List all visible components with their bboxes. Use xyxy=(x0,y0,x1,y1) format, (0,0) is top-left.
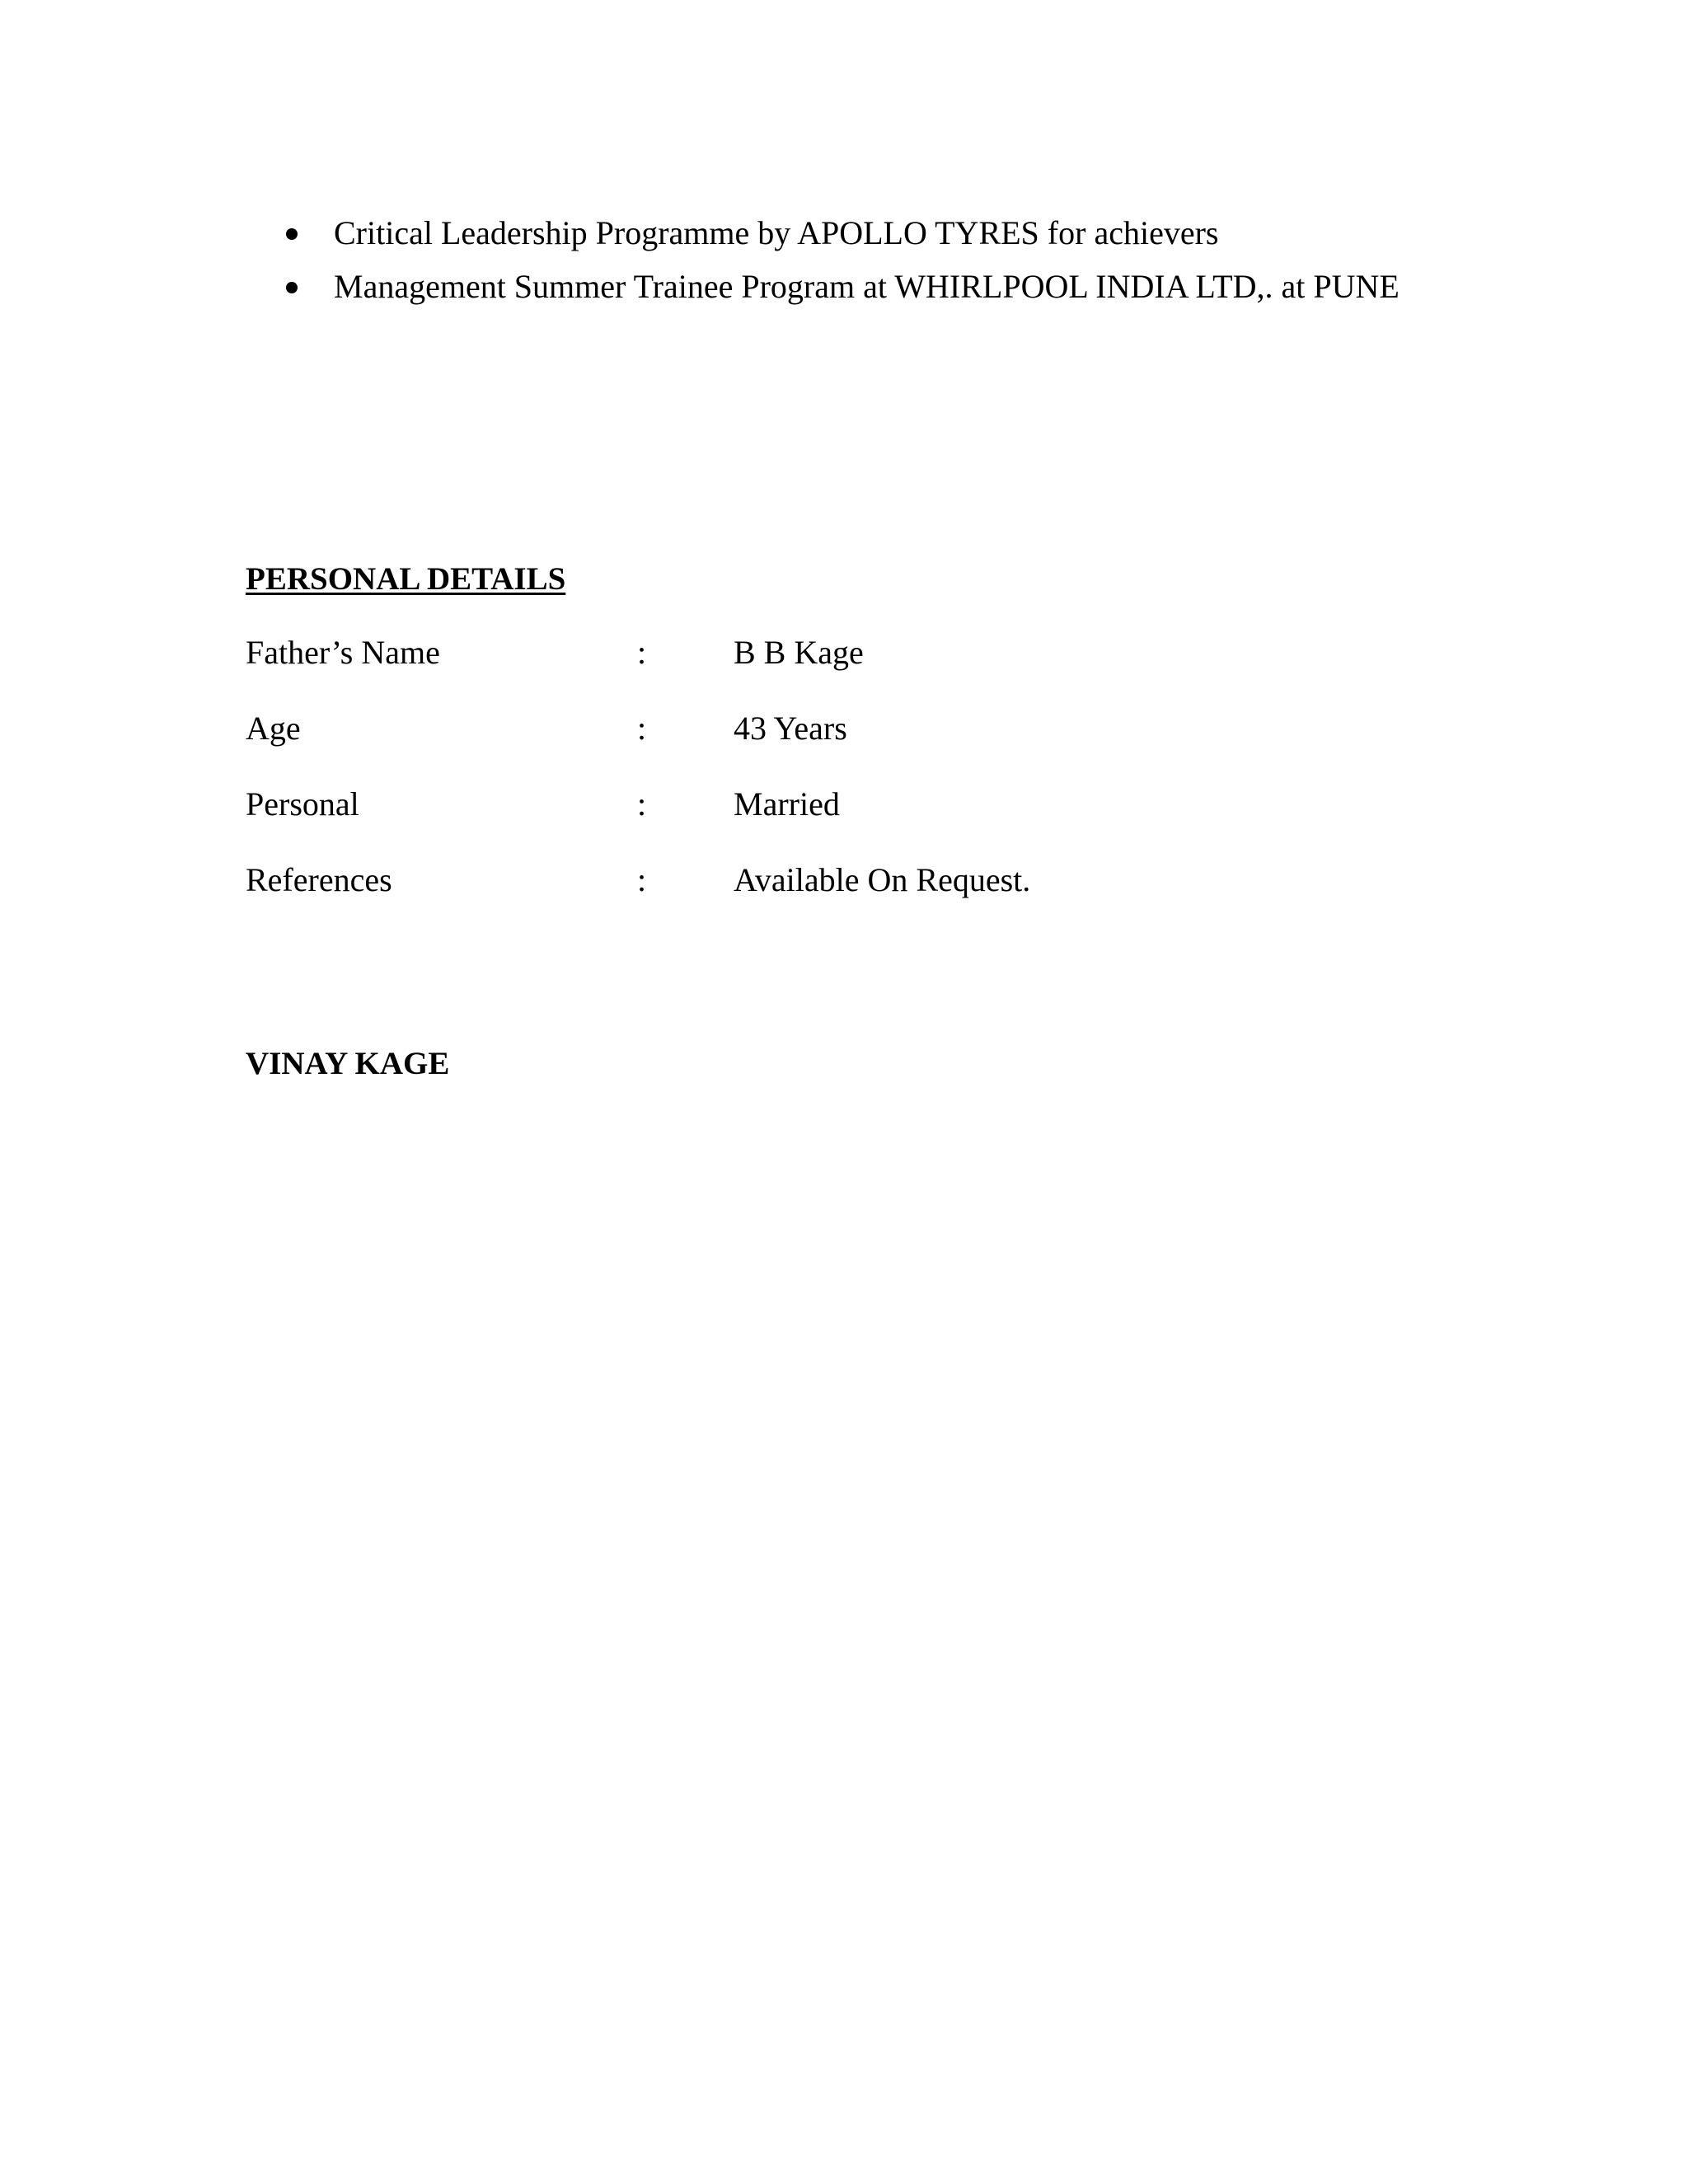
detail-label: Father’s Name xyxy=(246,634,440,671)
detail-label: References xyxy=(246,861,392,898)
training-item-text: Critical Leadership Programme by APOLLO TYRES for achievers xyxy=(334,214,1219,251)
detail-label: Age xyxy=(246,710,301,747)
detail-value: 43 Years xyxy=(734,710,847,747)
list-item xyxy=(280,260,1400,313)
detail-value: Available On Request. xyxy=(734,861,1031,898)
signature-name: VINAY KAGE xyxy=(246,1046,450,1081)
detail-separator: : xyxy=(637,861,647,898)
training-list xyxy=(280,206,1400,313)
detail-value: Married xyxy=(734,785,840,823)
detail-separator: : xyxy=(637,785,647,823)
list-item xyxy=(280,206,1400,260)
detail-separator: : xyxy=(637,710,647,747)
bullet-icon xyxy=(286,282,298,293)
detail-separator: : xyxy=(637,634,647,671)
detail-label: Personal xyxy=(246,785,359,823)
personal-details-heading: PERSONAL DETAILS xyxy=(246,561,566,597)
training-item-text: Management Summer Trainee Program at WHIRLPOOL INDIA LTD,. at PUNE xyxy=(334,268,1400,305)
detail-value: B B Kage xyxy=(734,634,864,671)
bullet-icon xyxy=(286,228,298,240)
